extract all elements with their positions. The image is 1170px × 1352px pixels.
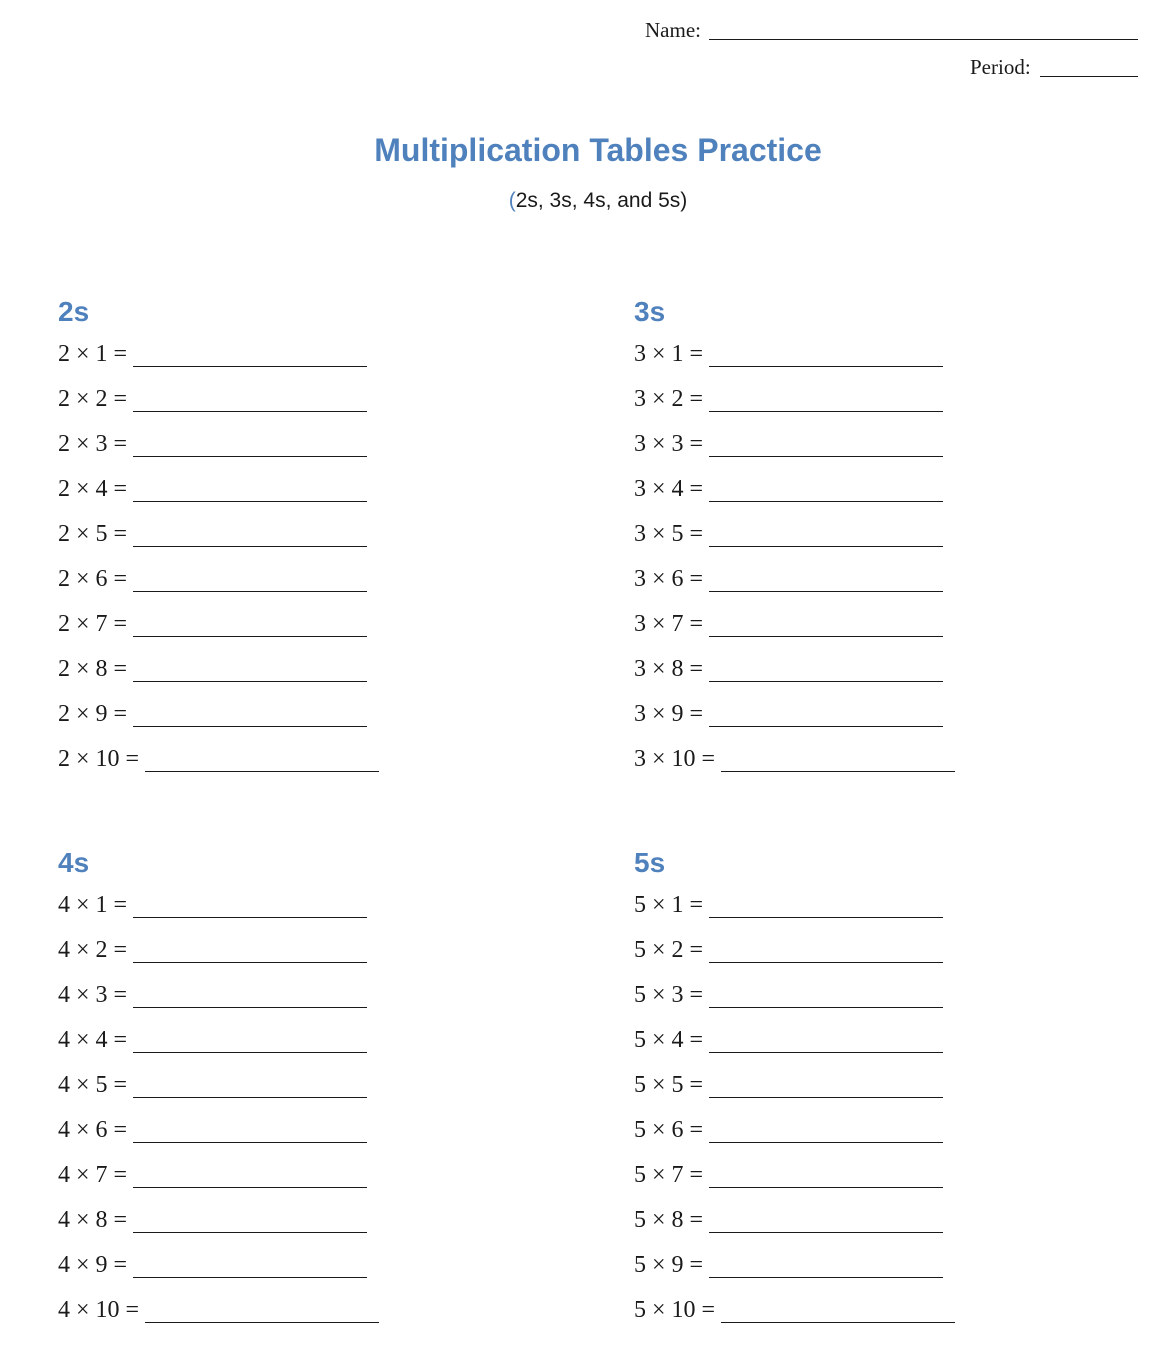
problem-text: 2 × 6 = bbox=[58, 566, 128, 592]
answer-blank[interactable] bbox=[133, 475, 367, 502]
answer-blank[interactable] bbox=[133, 520, 367, 547]
problem-row bbox=[58, 700, 478, 745]
problem-row bbox=[58, 1296, 478, 1341]
answer-blank[interactable] bbox=[133, 700, 367, 727]
problem-text: 4 × 6 = bbox=[58, 1117, 128, 1143]
answer-blank[interactable] bbox=[709, 610, 943, 637]
answer-blank[interactable] bbox=[709, 981, 943, 1008]
name-label: Name: bbox=[645, 18, 701, 42]
problem-text: 5 × 1 = bbox=[634, 892, 704, 918]
answer-blank[interactable] bbox=[133, 565, 367, 592]
answer-blank[interactable] bbox=[709, 1251, 943, 1278]
problem-row bbox=[58, 520, 478, 565]
problem-row bbox=[634, 981, 1054, 1026]
problem-row bbox=[58, 385, 478, 430]
problem-text: 5 × 8 = bbox=[634, 1207, 704, 1233]
problem-text: 5 × 3 = bbox=[634, 982, 704, 1008]
problem-text: 2 × 3 = bbox=[58, 431, 128, 457]
section-heading: 5s bbox=[634, 847, 666, 878]
answer-blank[interactable] bbox=[133, 610, 367, 637]
problem-text: 2 × 8 = bbox=[58, 656, 128, 682]
answer-blank[interactable] bbox=[709, 700, 943, 727]
answer-blank[interactable] bbox=[709, 1161, 943, 1188]
problem-text: 5 × 4 = bbox=[634, 1027, 704, 1053]
period-field[interactable] bbox=[1040, 76, 1138, 77]
problem-text: 5 × 9 = bbox=[634, 1252, 704, 1278]
problem-text: 3 × 5 = bbox=[634, 521, 704, 547]
problem-row bbox=[634, 700, 1054, 745]
problem-row bbox=[634, 430, 1054, 475]
answer-blank[interactable] bbox=[709, 1206, 943, 1233]
answer-blank[interactable] bbox=[709, 655, 943, 682]
problem-row bbox=[58, 1251, 478, 1296]
problem-row bbox=[634, 1026, 1054, 1071]
problem-row bbox=[634, 1071, 1054, 1116]
problem-row bbox=[634, 385, 1054, 430]
page-title: Multiplication Tables Practice bbox=[374, 132, 822, 168]
answer-blank[interactable] bbox=[133, 891, 367, 918]
answer-blank[interactable] bbox=[145, 1296, 379, 1323]
problem-row bbox=[58, 655, 478, 700]
problem-row bbox=[58, 1071, 478, 1116]
page-subtitle bbox=[0, 188, 1170, 214]
problem-row bbox=[634, 936, 1054, 981]
answer-blank[interactable] bbox=[721, 1296, 955, 1323]
problem-row bbox=[634, 655, 1054, 700]
answer-blank[interactable] bbox=[133, 1071, 367, 1098]
problem-row bbox=[58, 475, 478, 520]
problem-text: 5 × 2 = bbox=[634, 937, 704, 963]
problem-text: 4 × 4 = bbox=[58, 1027, 128, 1053]
section-heading: 3s bbox=[634, 296, 666, 327]
problem-row bbox=[58, 430, 478, 475]
answer-blank[interactable] bbox=[133, 1116, 367, 1143]
answer-blank[interactable] bbox=[133, 1251, 367, 1278]
problem-row bbox=[634, 745, 1054, 790]
problem-row bbox=[58, 936, 478, 981]
section-2s bbox=[58, 295, 478, 790]
section-3s bbox=[634, 295, 1054, 790]
problem-text: 5 × 10 = bbox=[634, 1297, 716, 1323]
answer-blank[interactable] bbox=[133, 1206, 367, 1233]
answer-blank[interactable] bbox=[133, 981, 367, 1008]
subtitle-text: 2s, 3s, 4s, and 5s) bbox=[515, 189, 688, 212]
subtitle-open-paren: ( bbox=[508, 189, 516, 212]
problem-text: 4 × 1 = bbox=[58, 892, 128, 918]
problem-text: 2 × 9 = bbox=[58, 701, 128, 727]
problem-row bbox=[634, 1116, 1054, 1161]
problem-row bbox=[58, 340, 478, 385]
problem-row bbox=[634, 1161, 1054, 1206]
problem-row bbox=[634, 565, 1054, 610]
problem-text: 4 × 9 = bbox=[58, 1252, 128, 1278]
section-4s bbox=[58, 846, 478, 1341]
answer-blank[interactable] bbox=[133, 340, 367, 367]
problem-text: 2 × 10 = bbox=[58, 746, 140, 772]
problem-row bbox=[634, 340, 1054, 385]
problem-text: 5 × 5 = bbox=[634, 1072, 704, 1098]
answer-blank[interactable] bbox=[709, 430, 943, 457]
answer-blank[interactable] bbox=[709, 1116, 943, 1143]
problem-text: 3 × 3 = bbox=[634, 431, 704, 457]
problem-row bbox=[634, 475, 1054, 520]
problem-text: 3 × 8 = bbox=[634, 656, 704, 682]
problem-text: 2 × 5 = bbox=[58, 521, 128, 547]
problem-row bbox=[634, 891, 1054, 936]
problem-row bbox=[634, 1296, 1054, 1341]
problem-text: 4 × 2 = bbox=[58, 937, 128, 963]
section-heading: 2s bbox=[58, 296, 90, 327]
answer-blank[interactable] bbox=[709, 520, 943, 547]
problem-row bbox=[634, 1206, 1054, 1251]
problem-text: 3 × 7 = bbox=[634, 611, 704, 637]
problem-text: 2 × 1 = bbox=[58, 341, 128, 367]
problem-text: 4 × 3 = bbox=[58, 982, 128, 1008]
problem-text: 4 × 7 = bbox=[58, 1162, 128, 1188]
answer-blank[interactable] bbox=[133, 385, 367, 412]
period-label: Period: bbox=[970, 55, 1031, 79]
problem-text: 4 × 10 = bbox=[58, 1297, 140, 1323]
problem-text: 3 × 9 = bbox=[634, 701, 704, 727]
problem-text: 3 × 2 = bbox=[634, 386, 704, 412]
problem-row bbox=[58, 1206, 478, 1251]
problem-text: 2 × 4 = bbox=[58, 476, 128, 502]
problem-row bbox=[58, 565, 478, 610]
section-heading: 4s bbox=[58, 847, 90, 878]
problem-row bbox=[58, 891, 478, 936]
problem-row bbox=[634, 610, 1054, 655]
problem-row bbox=[58, 981, 478, 1026]
problem-text: 3 × 4 = bbox=[634, 476, 704, 502]
problem-row bbox=[58, 1116, 478, 1161]
problem-text: 3 × 1 = bbox=[634, 341, 704, 367]
answer-blank[interactable] bbox=[133, 430, 367, 457]
answer-blank[interactable] bbox=[709, 891, 943, 918]
answer-blank[interactable] bbox=[709, 385, 943, 412]
answer-blank[interactable] bbox=[709, 1071, 943, 1098]
section-5s bbox=[634, 846, 1054, 1341]
answer-blank[interactable] bbox=[133, 1026, 367, 1053]
problem-row bbox=[58, 1161, 478, 1206]
answer-blank[interactable] bbox=[133, 655, 367, 682]
problem-row bbox=[58, 745, 478, 790]
problem-text: 4 × 8 = bbox=[58, 1207, 128, 1233]
problem-text: 4 × 5 = bbox=[58, 1072, 128, 1098]
problem-text: 2 × 2 = bbox=[58, 386, 128, 412]
answer-blank[interactable] bbox=[709, 936, 943, 963]
answer-blank[interactable] bbox=[709, 340, 943, 367]
answer-blank[interactable] bbox=[709, 565, 943, 592]
problem-text: 3 × 10 = bbox=[634, 746, 716, 772]
answer-blank[interactable] bbox=[709, 1026, 943, 1053]
problem-text: 5 × 7 = bbox=[634, 1162, 704, 1188]
answer-blank[interactable] bbox=[709, 475, 943, 502]
problem-row bbox=[634, 520, 1054, 565]
problem-text: 3 × 6 = bbox=[634, 566, 704, 592]
problem-text: 5 × 6 = bbox=[634, 1117, 704, 1143]
answer-blank[interactable] bbox=[133, 936, 367, 963]
answer-blank[interactable] bbox=[145, 745, 379, 772]
problem-text: 2 × 7 = bbox=[58, 611, 128, 637]
problem-row bbox=[58, 610, 478, 655]
problem-row bbox=[58, 1026, 478, 1071]
answer-blank[interactable] bbox=[133, 1161, 367, 1188]
problem-row bbox=[634, 1251, 1054, 1296]
name-field[interactable] bbox=[709, 39, 1138, 40]
answer-blank[interactable] bbox=[721, 745, 955, 772]
